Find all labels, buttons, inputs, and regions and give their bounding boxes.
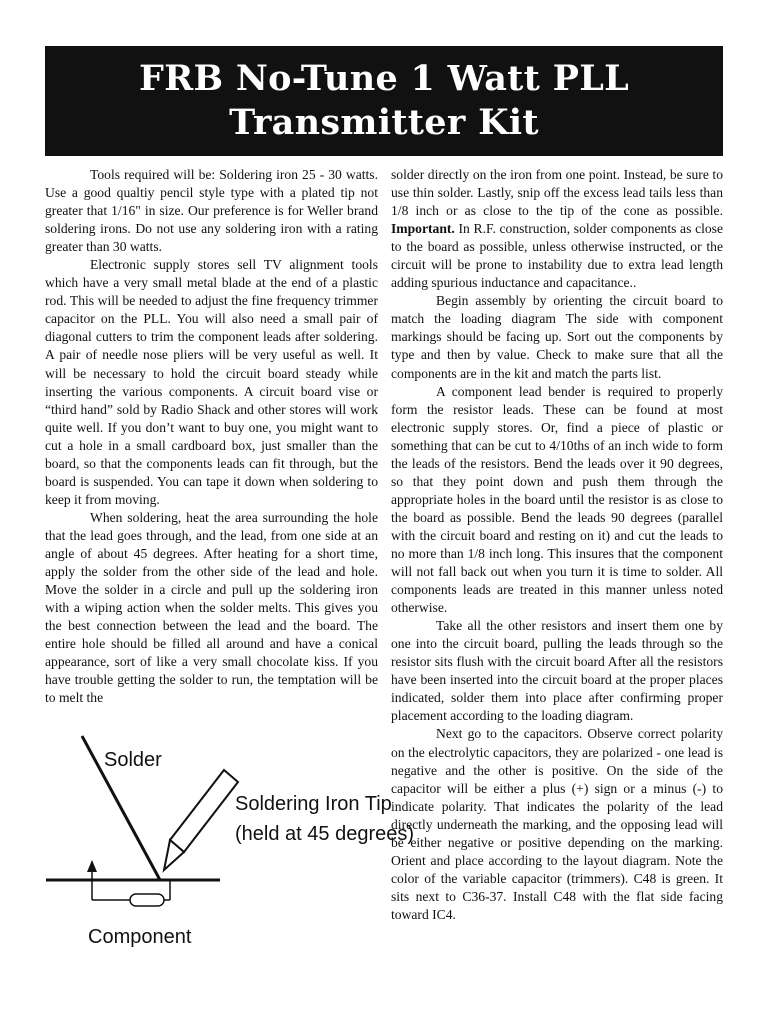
component-label: Component <box>88 926 192 948</box>
title-line-1: FRB No-Tune 1 Watt PLL <box>138 58 630 99</box>
iron-label-line2: (held at 45 degrees) <box>235 823 415 845</box>
paragraph-lead-bender: A component lead bender is required to properly form the resistor leads. These can be found at most electronic supply stores. Or, find a piece of plastic or something that can be cut to 4/10ths of an inch wide to form the leads of the resistors. Bend the leads over it 90 degrees, so that they point down and push them through the appropriate holes in the board until the resistor is as close to the board as possible. Bend the leads 90 degrees (parallel with the circuit board and resting on it) and cut the leads to no more than 1/8 inch long. This insures that the component will not fall back out when you turn it is time to solder. All components leads are treated in this manner unless noted otherwise. <box>391 383 723 616</box>
soldering-diagram <box>40 730 415 955</box>
paragraph-begin-assembly: Begin assembly by orienting the circuit board to match the loading diagram The side with component markings should be facing up. Sort out the components by type and then by value. Check to make sure that all the components are in the kit and match the parts list. <box>391 293 723 381</box>
paragraph-soldering: When soldering, heat the area surrounding the hole that the lead goes through, and the lead, from one side at an angle of about 45 degrees. After heating for a short time, apply the solder from the other side of the lead and hole. Move the solder in a circle and pull up the soldering iron with a wiping action when the solder melts. This gives you the best connection between the lead and the board. The entire hole should be filled all around and have a conical appearance, sort of like a very small chocolate kiss. If you have trouble getting the solder to run, the temptation will be to melt the <box>45 509 378 706</box>
solder-label: Solder <box>104 749 162 771</box>
paragraph-tools: Tools required will be: Soldering iron 25 - 30 watts. Use a good qualtiy pencil style type with a plated tip not greater that 1/16" in size. Our preference is for Weller brand soldering irons. Do not use any soldering iron with a rating greater than 30 watts. <box>45 167 378 255</box>
paragraph-solder-text: solder directly on the iron from one point. Instead, be sure to use thin solder. Lastly, snip off the excess lead tails less than 1/8 inch or as close to the tip of the cone as possible. <box>391 167 723 219</box>
title-banner <box>45 46 723 156</box>
important-note: Important. <box>391 221 455 237</box>
right-column <box>391 166 723 924</box>
paragraph-solder-continued <box>391 166 723 292</box>
left-column <box>45 166 378 707</box>
up-arrow-icon <box>87 860 97 872</box>
paragraph-alignment-tools: Electronic supply stores sell TV alignment tools which have a very small metal blade at the end of a plastic rod. This will be needed to adjust the fine frequency trimmer capacitor on the PLL. You will also need a small pair of diagonal cutters to trim the component leads after soldering. A pair of needle nose pliers will be very useful as well. It will be necessary to hold the circuit board steady while inserting the various components. A circuit board vise or “third hand” sold by Radio Shack and other stores will work quite well. If you don’t want to buy one, you might want to cut a hole in a small cardboard box, just smaller than the board, so that the components leads can fit through, but the board is suspended. You can tape it down when soldering to keep it from moving. <box>45 257 378 507</box>
title-line-2: Transmitter Kit <box>229 102 539 143</box>
paragraph-capacitors: Next go to the capacitors. Observe correct polarity on the electrolytic capacitors, they are polarized - one lead is negative and the other is positive. On the side of the capacitor will be either a plus (+) sign or a minus (-) to indicate polarity. That indicates the polarity of the lead directly underneath the marking, and the opposing lead will be either negative or positive depending on the marking. Orient and place according to the layout diagram. Note the color of the variable capacitor (trimmers). C48 is green. It sits next to C36-37. Install C48 with the flat side facing toward IC4. <box>391 726 723 922</box>
soldering-iron-icon <box>164 770 238 870</box>
paragraph-resistors: Take all the other resistors and insert them one by one into the circuit board, pulling the leads through so the resistor sits flush with the circuit board After all the resistors have been inserted into the circuit board at the proper places indicated, solder them into place after confirming proper placement according to the loading diagram. <box>391 618 723 724</box>
paragraph-rf-text: In R.F. construction, solder components as close to the board as possible, unless otherwise instructed, or the circuit will be prone to instability due to extra lead length adding spurious inductance and capacitance.. <box>391 221 723 291</box>
iron-label-line1: Soldering Iron Tip <box>235 793 392 815</box>
resistor-body <box>130 894 164 906</box>
